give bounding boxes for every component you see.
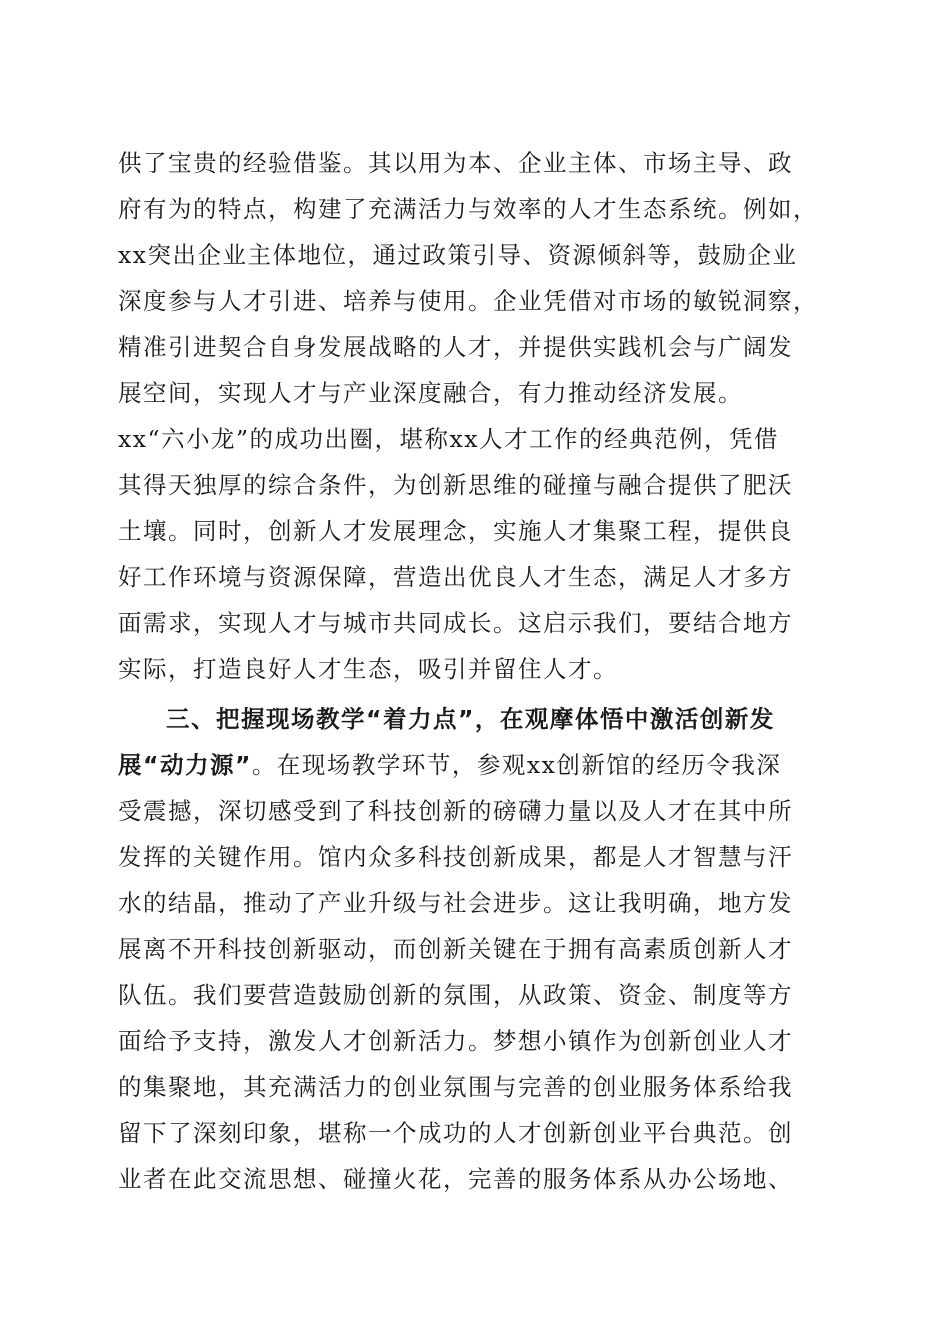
paragraph-text: 。在现场教学环节，参观xx创新馆的经历令我深 (251, 751, 782, 779)
paragraph-line: 留下了深刻印象，堪称一个成功的人才创新创业平台典范。创 (118, 1119, 793, 1147)
paragraph-line: 展离不开科技创新驱动，而创新关键在于拥有高素质创新人才 (118, 935, 793, 963)
paragraph-line: 的集聚地，其充满活力的创业氛围与完善的创业服务体系给我 (118, 1073, 793, 1101)
paragraph-line: 面需求，实现人才与城市共同成长。这启示我们，要结合地方 (118, 609, 793, 637)
paragraph-line: 队伍。我们要营造鼓励创新的氛围，从政策、资金、制度等方 (118, 981, 793, 1009)
paragraph-line: xx“六小龙”的成功出圈，堪称xx人才工作的经典范例，凭借 (118, 425, 780, 453)
paragraph-line: 受震撼，深切感受到了科技创新的磅礴力量以及人才在其中所 (118, 797, 793, 825)
paragraph-line: 府有为的特点，构建了充满活力与效率的人才生态系统。例如， (118, 195, 818, 223)
section-heading-continuation (118, 742, 781, 788)
paragraph-line: 展空间，实现人才与产业深度融合，有力推动经济发展。 (118, 379, 743, 407)
paragraph-line: 发挥的关键作用。馆内众多科技创新成果，都是人才智慧与汗 (118, 843, 793, 871)
paragraph-line: 业者在此交流思想、碰撞火花，完善的服务体系从办公场地、 (118, 1165, 793, 1193)
paragraph-line: 实际，打造良好人才生态，吸引并留住人才。 (118, 655, 618, 683)
paragraph-line: 深度参与人才引进、培养与使用。企业凭借对市场的敏锐洞察， (118, 287, 818, 315)
paragraph-line: 土壤。同时，创新人才发展理念，实施人才集聚工程，提供良 (118, 517, 793, 545)
section-heading: 三、把握现场教学“着力点”，在观摩体悟中激活创新发 (166, 705, 775, 733)
section-heading-tail: 展“动力源” (118, 751, 252, 779)
paragraph-line: 面给予支持，激发人才创新活力。梦想小镇作为创新创业人才 (118, 1027, 793, 1055)
paragraph-line: 好工作环境与资源保障，营造出优良人才生态，满足人才多方 (118, 563, 793, 591)
paragraph-line: 水的结晶，推动了产业升级与社会进步。这让我明确，地方发 (118, 889, 793, 917)
paragraph-line: 供了宝贵的经验借鉴。其以用为本、企业主体、市场主导、政 (118, 149, 793, 177)
paragraph-line: 其得天独厚的综合条件，为创新思维的碰撞与融合提供了肥沃 (118, 471, 793, 499)
paragraph-line: xx突出企业主体地位，通过政策引导、资源倾斜等，鼓励企业 (118, 241, 798, 269)
paragraph-line: 精准引进契合自身发展战略的人才，并提供实践机会与广阔发 (118, 333, 793, 361)
